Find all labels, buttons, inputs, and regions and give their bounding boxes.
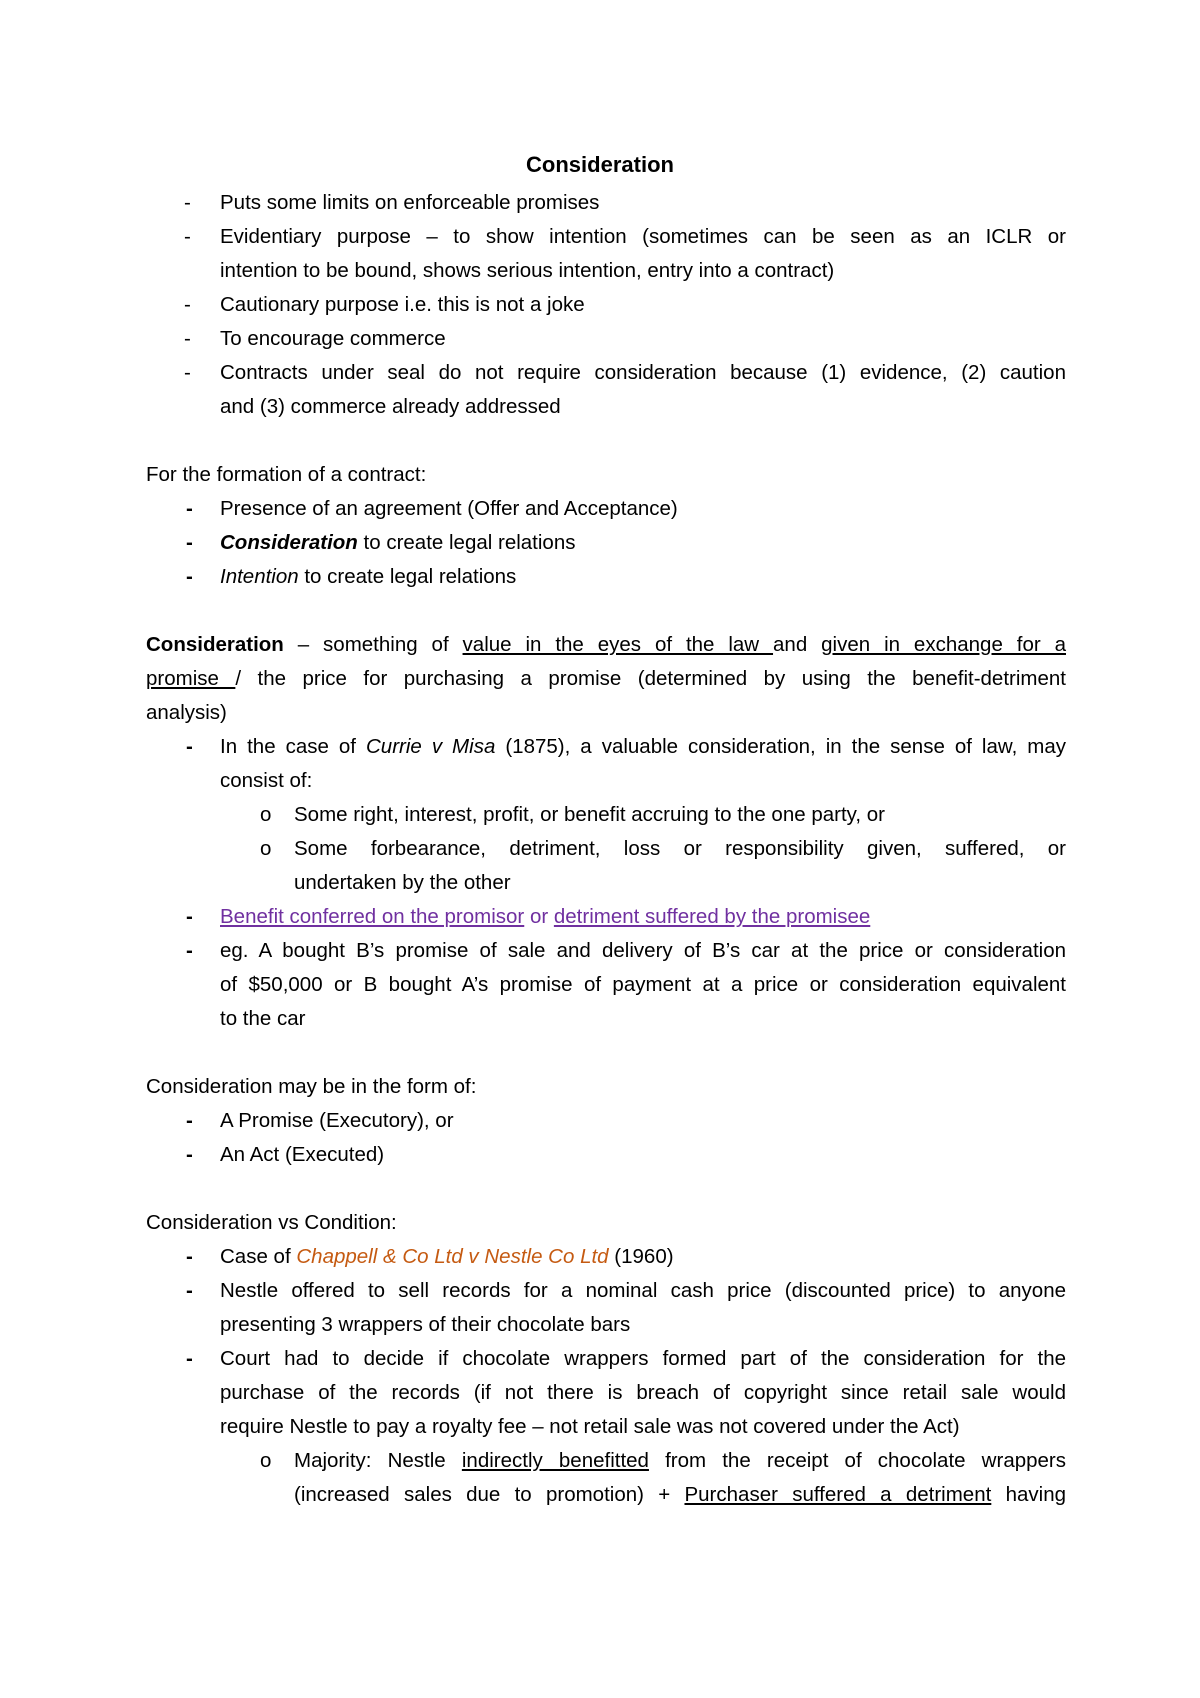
list-item: - Presence of an agreement (Offer and Acceptance) (186, 497, 678, 520)
list-item: - Consideration to create legal relations (186, 531, 576, 554)
list-item-continuation: require Nestle to pay a royalty fee – not retail sale was not covered under the Act) (220, 1415, 960, 1438)
sub-list-item: o Some forbearance, detriment, loss or responsibility given, suffered, or (260, 837, 1066, 860)
list-item: - Puts some limits on enforceable promises (184, 191, 600, 214)
list-item: - Nestle offered to sell records for a nominal cash price (discounted price) to anyone (186, 1279, 1066, 1302)
section-heading: Consideration vs Condition: (146, 1211, 397, 1234)
list-item-continuation: consist of: (220, 769, 313, 792)
list-item: - eg. A bought B’s promise of sale and delivery of B’s car at the price or consideration (186, 939, 1066, 962)
list-item: - Intention to create legal relations (186, 565, 517, 588)
list-item: - Court had to decide if chocolate wrappers formed part of the consideration for the (186, 1347, 1066, 1370)
list-item-continuation: intention to be bound, shows serious intention, entry into a contract) (220, 259, 835, 282)
sub-list-item: o Some right, interest, profit, or benefit accruing to the one party, or (260, 803, 886, 826)
list-item: - To encourage commerce (184, 327, 446, 350)
list-item: - A Promise (Executory), or (186, 1109, 454, 1132)
section-heading: Consideration may be in the form of: (146, 1075, 477, 1098)
list-item-continuation: presenting 3 wrappers of their chocolate bars (220, 1313, 631, 1336)
definition-paragraph: Consideration – something of value in the eyes of the law and given in exchange for a (146, 633, 1066, 656)
page-title: Consideration (526, 152, 674, 177)
definition-paragraph: analysis) (146, 701, 227, 724)
list-item-continuation: and (3) commerce already addressed (220, 395, 561, 418)
sub-list-item-continuation: undertaken by the other (294, 871, 511, 894)
definition-paragraph: promise / the price for purchasing a promise (determined by using the benefit-detriment (146, 667, 1066, 690)
sub-list-item: o Majority: Nestle indirectly benefitted from the receipt of chocolate wrappers (260, 1449, 1066, 1472)
list-item: - An Act (Executed) (186, 1143, 385, 1166)
list-item-continuation: to the car (220, 1007, 306, 1030)
list-item: - In the case of Currie v Misa (1875), a valuable consideration, in the sense of law, may (186, 735, 1066, 758)
list-item: - Benefit conferred on the promisor or detriment suffered by the promisee (186, 905, 871, 928)
list-item-continuation: purchase of the records (if not there is breach of copyright since retail sale would (220, 1381, 1066, 1404)
list-item-continuation: of $50,000 or B bought A’s promise of payment at a price or consideration equivalent (220, 973, 1066, 996)
list-item: - Cautionary purpose i.e. this is not a joke (184, 293, 585, 316)
list-item: - Evidentiary purpose – to show intention (sometimes can be seen as an ICLR or (184, 225, 1066, 248)
section-heading: For the formation of a contract: (146, 463, 427, 486)
list-item: - Case of Chappell & Co Ltd v Nestle Co Ltd (1960) (186, 1245, 674, 1268)
intro-list (146, 186, 1066, 1512)
list-item: - Contracts under seal do not require consideration because (1) evidence, (2) caution (184, 361, 1066, 384)
sub-list-item-continuation: (increased sales due to promotion) + Purchaser suffered a detriment having (294, 1483, 1066, 1506)
